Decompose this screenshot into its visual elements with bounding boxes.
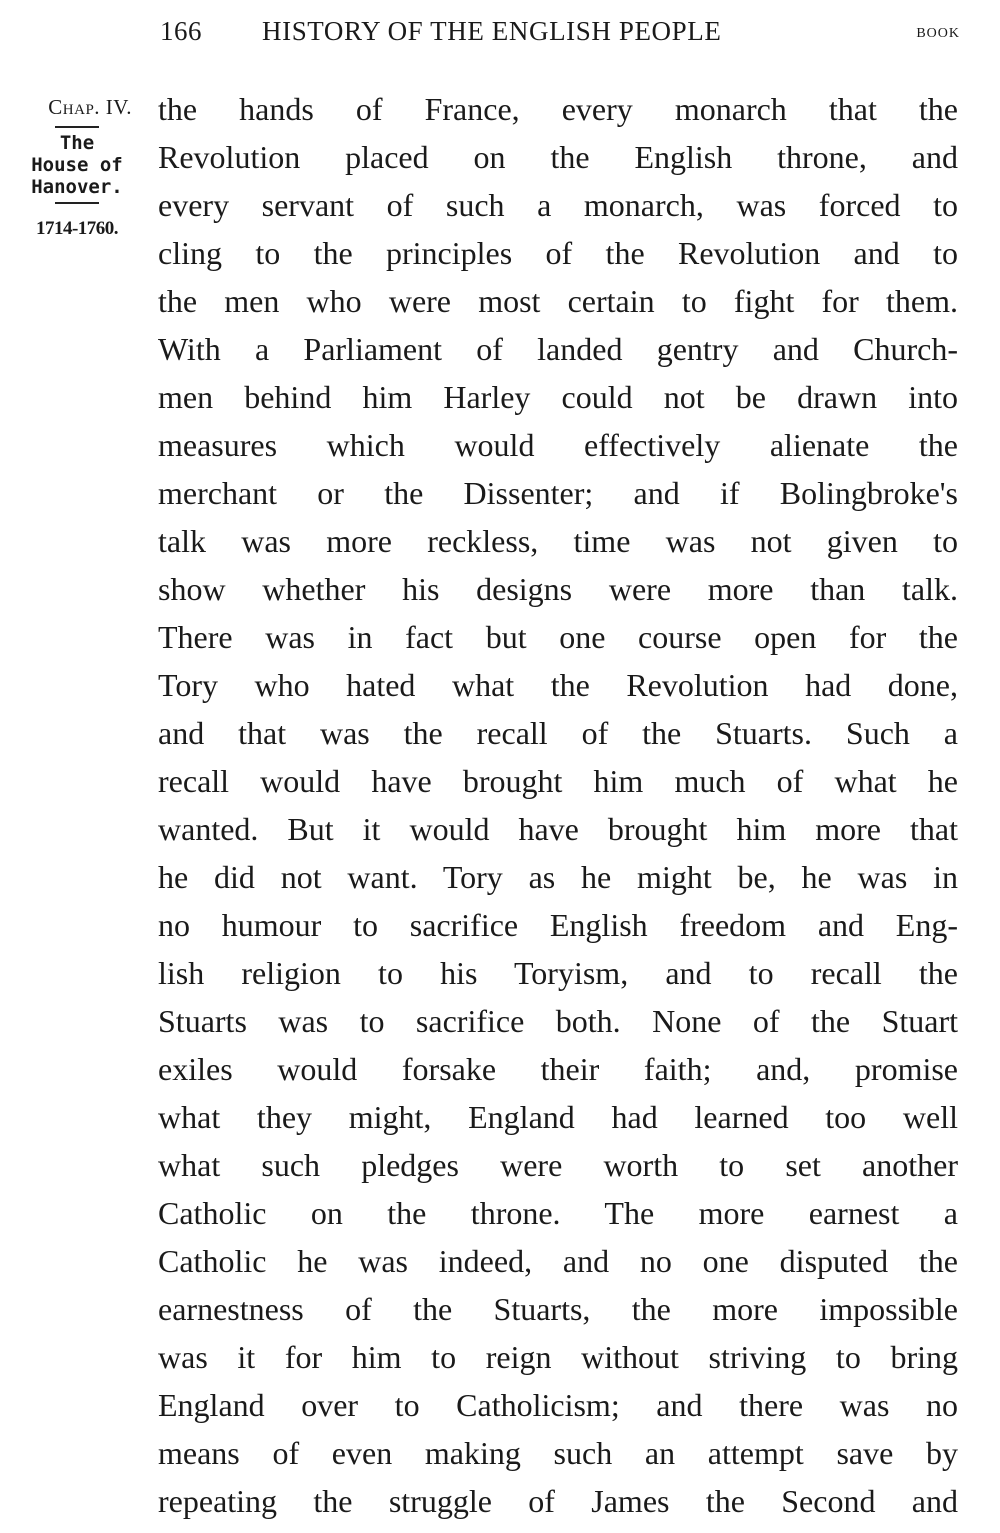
text-line: every servant of such a monarch, was forced to bbox=[158, 187, 958, 223]
page-number: 166 bbox=[160, 16, 202, 46]
text-line: There was in fact but one course open for the bbox=[158, 619, 958, 655]
text-line: men behind him Harley could not be drawn into bbox=[158, 379, 958, 415]
text-line: and that was the recall of the Stuarts. Such a bbox=[158, 715, 958, 751]
text-line: recall would have brought him much of what he bbox=[158, 763, 958, 799]
margin-notes bbox=[18, 92, 136, 240]
text-line: With a Parliament of landed gentry and Church- bbox=[158, 331, 958, 367]
running-header bbox=[160, 16, 960, 56]
text-line: England over to Catholicism; and there was no bbox=[158, 1387, 958, 1423]
text-line: exiles would forsake their faith; and, promise bbox=[158, 1051, 958, 1087]
text-line: merchant or the Dissenter; and if Bolingbroke's bbox=[158, 475, 958, 511]
book-label: book bbox=[916, 20, 960, 42]
text-line: wanted. But it would have brought him more that bbox=[158, 811, 958, 847]
text-line: means of even making such an attempt save by bbox=[158, 1435, 958, 1471]
text-line: the hands of France, every monarch that the bbox=[158, 91, 958, 127]
margin-divider bbox=[55, 202, 99, 204]
text-line: repeating the struggle of James the Second and bbox=[158, 1483, 958, 1519]
text-line: cling to the principles of the Revolution and to bbox=[158, 235, 958, 271]
text-line: no humour to sacrifice English freedom and Eng- bbox=[158, 907, 958, 943]
text-line: was it for him to reign without striving to bring bbox=[158, 1339, 958, 1375]
text-line: earnestness of the Stuarts, the more impossible bbox=[158, 1291, 958, 1327]
text-line: he did not want. Tory as he might be, he was in bbox=[158, 859, 958, 895]
running-title: HISTORY OF THE ENGLISH PEOPLE bbox=[262, 16, 722, 46]
text-line: talk was more reckless, time was not given to bbox=[158, 523, 958, 559]
text-line: lish religion to his Toryism, and to recall the bbox=[158, 955, 958, 991]
margin-divider bbox=[55, 126, 99, 128]
text-line: Catholic he was indeed, and no one disputed the bbox=[158, 1243, 958, 1279]
topic-note bbox=[18, 132, 136, 198]
text-line: show whether his designs were more than talk. bbox=[158, 571, 958, 607]
text-line: what such pledges were worth to set another bbox=[158, 1147, 958, 1183]
date-range: 1714-1760. bbox=[35, 218, 119, 239]
body-text bbox=[158, 85, 958, 1525]
chapter-label: Chap. IV. bbox=[48, 95, 132, 119]
topic-line: Hanover. bbox=[31, 176, 123, 198]
text-line: measures which would effectively alienate the bbox=[158, 427, 958, 463]
topic-line: The bbox=[59, 132, 95, 154]
text-line: Tory who hated what the Revolution had done, bbox=[158, 667, 958, 703]
text-line: Catholic on the throne. The more earnest a bbox=[158, 1195, 958, 1231]
text-line: Stuarts was to sacrifice both. None of the Stuart bbox=[158, 1003, 958, 1039]
topic-line: House of bbox=[31, 154, 123, 176]
text-line: what they might, England had learned too well bbox=[158, 1099, 958, 1135]
text-line: the men who were most certain to fight for them. bbox=[158, 283, 958, 319]
text-line: Revolution placed on the English throne, and bbox=[158, 139, 958, 175]
